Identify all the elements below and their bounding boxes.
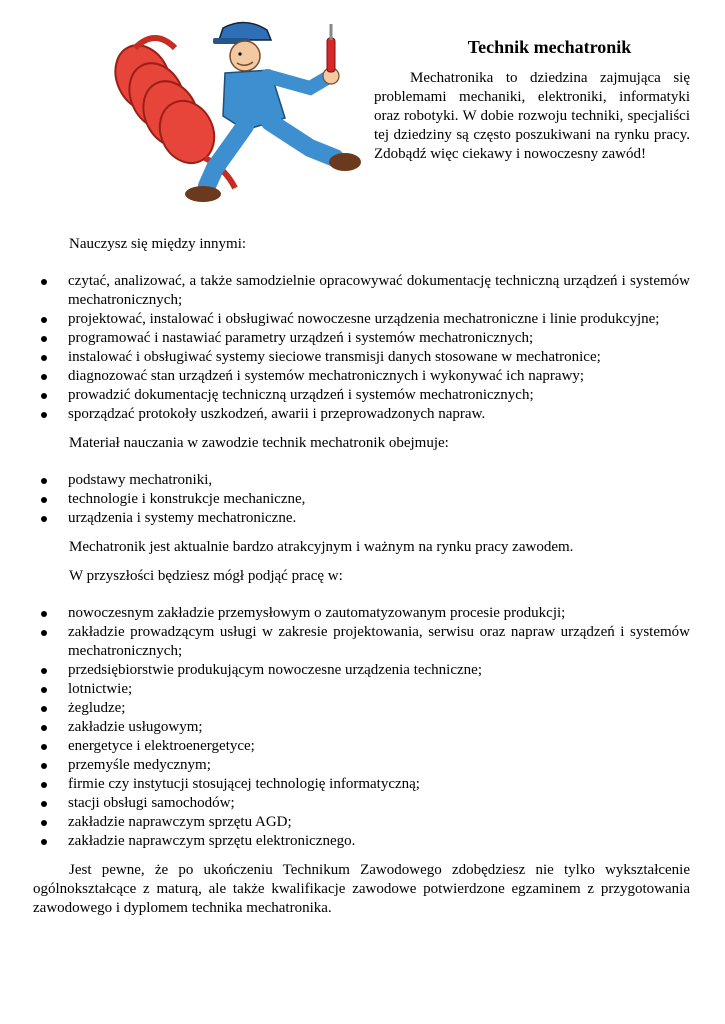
section3-heading: W przyszłości będziesz mógł podjąć pracę w: [69, 568, 343, 584]
bullet-icon [41, 336, 47, 342]
bullet-icon [41, 668, 47, 674]
list-item: energetyce i elektroenergetyce; [33, 737, 690, 756]
bullet-icon [41, 412, 47, 418]
bullet-icon [41, 355, 47, 361]
closing-paragraph: Jest pewne, że po ukończeniu Technikum Zawodowego zdobędziesz nie tylko wykształcenie ogólnokształcące z maturą, ale także kwalifikacje zawodowe potwierdzone egzaminem z przygotowania zawodowego i dyplomem technika mechatronika. [33, 862, 690, 916]
list-item: projektować, instalować i obsługiwać nowoczesne urządzenia mechatroniczne i linie produkcyjne; [33, 310, 690, 329]
bullet-icon [41, 820, 47, 826]
list-item: lotnictwie; [33, 680, 690, 699]
bullet-icon [41, 317, 47, 323]
bullet-icon [41, 706, 47, 712]
bullet-icon [41, 497, 47, 503]
bullet-icon [41, 782, 47, 788]
list-item: nowoczesnym zakładzie przemysłowym o zautomatyzowanym procesie produkcji; [33, 604, 690, 623]
bullet-icon [41, 687, 47, 693]
skills-list [33, 272, 690, 424]
section2-heading: Materiał nauczania w zawodzie technik mechatronik obejmuje: [69, 435, 449, 451]
list-item: zakładzie prowadzącym usługi w zakresie projektowania, serwisu oraz napraw urządzeń i systemów mechatronicznych; [33, 623, 690, 661]
list-item: przedsiębiorstwie produkującym nowoczesne urządzenia techniczne; [33, 661, 690, 680]
list-item: urządzenia i systemy mechatroniczne. [33, 509, 690, 528]
red-cable-coil [105, 36, 224, 172]
bullet-icon [41, 839, 47, 845]
list-item: stacji obsługi samochodów; [33, 794, 690, 813]
curriculum-list [33, 471, 690, 528]
mechanic-illustration [95, 18, 365, 204]
list-item: diagnozować stan urządzeń i systemów mechatronicznych i wykonywać ich naprawy; [33, 367, 690, 386]
intro-paragraph: Mechatronika to dziedzina zajmująca się problemami mechaniki, elektroniki, informatyki oraz robotyki. W dobie rozwoju techniki, specjaliści tej dziedziny są często poszukiwani na rynku pracy. Zdobądź więc ciekawy i nowoczesny zawód! [374, 70, 690, 162]
bullet-icon [41, 611, 47, 617]
bullet-icon [41, 630, 47, 636]
bullet-icon [41, 374, 47, 380]
list-item: technologie i konstrukcje mechaniczne, [33, 490, 690, 509]
list-item: zakładzie naprawczym sprzętu elektronicznego. [33, 832, 690, 851]
list-item: podstawy mechatroniki, [33, 471, 690, 490]
list-item: żegludze; [33, 699, 690, 718]
career-list [33, 604, 690, 851]
bullet-icon [41, 516, 47, 522]
list-item: przemyśle medycznym; [33, 756, 690, 775]
list-item: sporządzać protokoły uszkodzeń, awarii i przeprowadzonych napraw. [33, 405, 690, 424]
bullet-icon [41, 393, 47, 399]
list-item: firmie czy instytucji stosującej technologię informatyczną; [33, 775, 690, 794]
list-item: zakładzie naprawczym sprzętu AGD; [33, 813, 690, 832]
list-item: instalować i obsługiwać systemy sieciowe transmisji danych stosowane w mechatronice; [33, 348, 690, 367]
bullet-icon [41, 279, 47, 285]
bullet-icon [41, 801, 47, 807]
page-title: Technik mechatronik [467, 37, 632, 57]
list-item: programować i nastawiać parametry urządzeń i systemów mechatronicznych; [33, 329, 690, 348]
bullet-icon [41, 725, 47, 731]
section1-heading: Nauczysz się między innymi: [69, 236, 247, 252]
list-item: czytać, analizować, a także samodzielnie opracowywać dokumentację techniczną urządzeń i systemów mechatronicznych; [33, 272, 690, 310]
bullet-icon [41, 763, 47, 769]
bullet-icon [41, 744, 47, 750]
document-body [33, 235, 690, 918]
statement-paragraph: Mechatronik jest aktualnie bardzo atrakcyjnym i ważnym na rynku pracy zawodem. [69, 539, 574, 555]
list-item: prowadzić dokumentację techniczną urządzeń i systemów mechatronicznych; [33, 386, 690, 405]
list-item: zakładzie usługowym; [33, 718, 690, 737]
bullet-icon [41, 478, 47, 484]
